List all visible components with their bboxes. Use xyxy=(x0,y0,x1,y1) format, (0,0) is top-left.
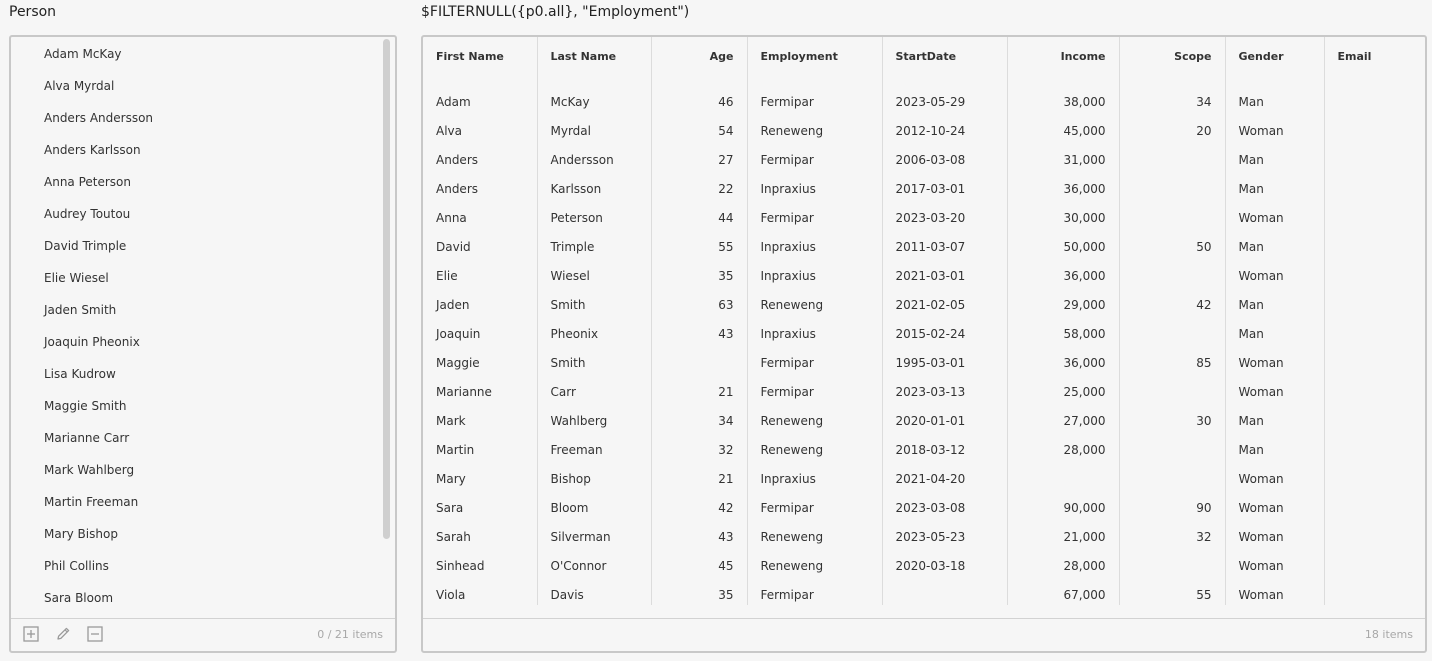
table-cell: 43 xyxy=(651,319,747,348)
table-cell: 63 xyxy=(651,290,747,319)
table-cell: Reneweng xyxy=(747,435,882,464)
table-cell: 2023-03-13 xyxy=(882,377,1007,406)
table-cell: Bloom xyxy=(537,493,651,522)
pencil-icon[interactable] xyxy=(55,626,71,642)
table-cell xyxy=(1324,232,1425,261)
table-cell xyxy=(882,580,1007,605)
table-cell: Woman xyxy=(1225,116,1324,145)
table-cell: 54 xyxy=(651,116,747,145)
table-cell: 58,000 xyxy=(1007,319,1119,348)
table-cell: Andersson xyxy=(537,145,651,174)
table-cell xyxy=(1119,464,1225,493)
table-row[interactable] xyxy=(423,580,1425,605)
list-item[interactable]: Marianne Carr xyxy=(44,431,130,445)
spacer-cell xyxy=(1225,75,1324,87)
table-cell xyxy=(1324,174,1425,203)
table-cell: Carr xyxy=(537,377,651,406)
table-cell: Inpraxius xyxy=(747,232,882,261)
table-cell: Smith xyxy=(537,290,651,319)
spacer-cell xyxy=(1324,75,1425,87)
table-cell: 50,000 xyxy=(1007,232,1119,261)
table-cell: 30 xyxy=(1119,406,1225,435)
table-cell: Martin xyxy=(423,435,537,464)
table-cell: 46 xyxy=(651,87,747,116)
table-cell: Smith xyxy=(537,348,651,377)
table-row[interactable] xyxy=(423,435,1425,464)
table-cell: 2021-04-20 xyxy=(882,464,1007,493)
column-header[interactable]: StartDate xyxy=(882,37,1007,75)
table-cell: Woman xyxy=(1225,261,1324,290)
table-cell: 67,000 xyxy=(1007,580,1119,605)
table-cell: 42 xyxy=(1119,290,1225,319)
table-cell: 31,000 xyxy=(1007,145,1119,174)
table-cell: 2012-10-24 xyxy=(882,116,1007,145)
table-cell xyxy=(1324,580,1425,605)
table-row[interactable] xyxy=(423,290,1425,319)
list-item[interactable]: Lisa Kudrow xyxy=(44,367,116,381)
column-header[interactable]: Email xyxy=(1337,49,1372,63)
table-cell: 21 xyxy=(651,377,747,406)
table-cell: 21,000 xyxy=(1007,522,1119,551)
spacer-cell xyxy=(747,75,882,87)
column-header[interactable]: Last Name xyxy=(537,37,651,75)
table-cell: 2023-03-20 xyxy=(882,203,1007,232)
table-cell: Sara xyxy=(423,493,537,522)
table-row[interactable] xyxy=(423,87,1425,116)
person-panel-title: Person xyxy=(9,4,57,20)
table-cell xyxy=(1324,406,1425,435)
table-cell: Peterson xyxy=(537,203,651,232)
table-cell xyxy=(1324,87,1425,116)
table-row[interactable] xyxy=(423,464,1425,493)
table-cell: 45,000 xyxy=(1007,116,1119,145)
table-cell: 21 xyxy=(651,464,747,493)
table-cell: 2020-01-01 xyxy=(882,406,1007,435)
spacer-cell xyxy=(1007,75,1119,87)
table-cell: Fermipar xyxy=(747,493,882,522)
table-cell: 2015-02-24 xyxy=(882,319,1007,348)
table-cell: Marianne xyxy=(423,377,537,406)
table-cell xyxy=(1324,203,1425,232)
table-cell xyxy=(1324,116,1425,145)
table-cell: 36,000 xyxy=(1007,348,1119,377)
table-cell: 2023-05-23 xyxy=(882,522,1007,551)
table-row[interactable] xyxy=(423,232,1425,261)
table-cell: McKay xyxy=(537,87,651,116)
table-cell: 30,000 xyxy=(1007,203,1119,232)
list-item[interactable]: David Trimple xyxy=(44,239,127,253)
table-row[interactable] xyxy=(423,406,1425,435)
list-item[interactable]: Phil Collins xyxy=(44,559,109,573)
table-cell: Reneweng xyxy=(747,116,882,145)
table-cell: Alva xyxy=(423,116,537,145)
column-header[interactable]: Gender xyxy=(1225,37,1324,75)
spacer-cell xyxy=(651,75,747,87)
table-cell: Fermipar xyxy=(747,377,882,406)
row-count: 18 items xyxy=(1364,628,1413,641)
table-cell: Wiesel xyxy=(537,261,651,290)
table-cell xyxy=(1324,145,1425,174)
result-table-footer xyxy=(423,618,1425,651)
table-cell: O'Connor xyxy=(537,551,651,580)
table-cell: Jaden xyxy=(423,290,537,319)
table-cell: Inpraxius xyxy=(747,319,882,348)
plus-square-icon[interactable] xyxy=(23,626,39,642)
table-cell: Freeman xyxy=(537,435,651,464)
table-cell xyxy=(1119,174,1225,203)
table-cell: Woman xyxy=(1225,348,1324,377)
table-row[interactable] xyxy=(423,493,1425,522)
table-cell: 38,000 xyxy=(1007,87,1119,116)
table-cell: Joaquin xyxy=(423,319,537,348)
table-cell: 36,000 xyxy=(1007,261,1119,290)
result-table-panel xyxy=(421,35,1427,653)
table-cell: 2006-03-08 xyxy=(882,145,1007,174)
table-cell: Adam xyxy=(423,87,537,116)
table-cell: Maggie xyxy=(423,348,537,377)
table-cell: Fermipar xyxy=(747,87,882,116)
list-item[interactable]: Elie Wiesel xyxy=(44,271,109,285)
table-cell: Man xyxy=(1225,232,1324,261)
table-cell: 22 xyxy=(651,174,747,203)
table-cell: Inpraxius xyxy=(747,174,882,203)
table-cell xyxy=(1324,319,1425,348)
table-cell: Elie xyxy=(423,261,537,290)
table-cell xyxy=(1119,319,1225,348)
table-cell: 55 xyxy=(1119,580,1225,605)
table-spacer-row xyxy=(423,75,1425,87)
table-cell: 27 xyxy=(651,145,747,174)
filter-expression-title: $FILTERNULL({p0.all}, "Employment") xyxy=(421,4,690,20)
list-item[interactable]: Audrey Toutou xyxy=(44,207,131,221)
table-cell: Fermipar xyxy=(747,203,882,232)
column-header[interactable]: First Name xyxy=(423,37,537,75)
result-table xyxy=(423,37,1425,605)
table-cell: Davis xyxy=(537,580,651,605)
table-cell: 34 xyxy=(651,406,747,435)
table-cell xyxy=(1119,377,1225,406)
table-cell: Man xyxy=(1225,145,1324,174)
list-item[interactable]: Joaquin Pheonix xyxy=(44,335,140,349)
table-cell: Inpraxius xyxy=(747,261,882,290)
list-item[interactable]: Jaden Smith xyxy=(44,303,117,317)
list-item[interactable]: Adam McKay xyxy=(44,47,122,61)
table-row[interactable] xyxy=(423,551,1425,580)
table-cell xyxy=(651,348,747,377)
table-cell: Bishop xyxy=(537,464,651,493)
table-cell: Inpraxius xyxy=(747,464,882,493)
table-cell: 85 xyxy=(1119,348,1225,377)
table-cell: 2023-05-29 xyxy=(882,87,1007,116)
table-cell: Woman xyxy=(1225,551,1324,580)
table-cell xyxy=(1007,464,1119,493)
table-cell: 27,000 xyxy=(1007,406,1119,435)
column-header[interactable]: Age xyxy=(651,37,747,75)
spacer-cell xyxy=(537,75,651,87)
table-cell: Mary xyxy=(423,464,537,493)
table-cell: Man xyxy=(1225,435,1324,464)
table-cell: 55 xyxy=(651,232,747,261)
table-cell: 2023-03-08 xyxy=(882,493,1007,522)
table-cell: Man xyxy=(1225,290,1324,319)
spacer-cell xyxy=(1119,75,1225,87)
table-cell: Viola xyxy=(423,580,537,605)
person-count: 0 / 21 items xyxy=(317,628,383,641)
list-item[interactable]: Maggie Smith xyxy=(44,399,127,413)
table-cell: 50 xyxy=(1119,232,1225,261)
table-row[interactable] xyxy=(423,203,1425,232)
table-cell: Reneweng xyxy=(747,406,882,435)
table-cell: Silverman xyxy=(537,522,651,551)
table-row[interactable] xyxy=(423,377,1425,406)
table-cell: 28,000 xyxy=(1007,551,1119,580)
table-cell: Fermipar xyxy=(747,145,882,174)
table-cell xyxy=(1119,261,1225,290)
table-cell xyxy=(1324,348,1425,377)
column-header[interactable]: Income xyxy=(1007,37,1119,75)
table-cell: Anders xyxy=(423,145,537,174)
person-list-footer xyxy=(11,618,395,651)
table-cell: Anna xyxy=(423,203,537,232)
table-cell xyxy=(1324,377,1425,406)
person-list[interactable] xyxy=(11,37,381,615)
minus-square-icon[interactable] xyxy=(87,626,103,642)
table-cell xyxy=(1324,493,1425,522)
table-cell: 2018-03-12 xyxy=(882,435,1007,464)
table-cell: 35 xyxy=(651,261,747,290)
table-cell: 43 xyxy=(651,522,747,551)
table-cell: Anders xyxy=(423,174,537,203)
column-header[interactable]: Scope xyxy=(1119,37,1225,75)
table-cell: 20 xyxy=(1119,116,1225,145)
table-cell xyxy=(1324,290,1425,319)
list-item[interactable]: Martin Freeman xyxy=(44,495,139,509)
person-list-panel xyxy=(9,35,397,653)
table-cell: 90,000 xyxy=(1007,493,1119,522)
table-cell xyxy=(1119,145,1225,174)
table-cell: 35 xyxy=(651,580,747,605)
spacer-cell xyxy=(882,75,1007,87)
list-item[interactable]: Anna Peterson xyxy=(44,175,131,189)
table-cell xyxy=(1119,551,1225,580)
table-cell: 32 xyxy=(1119,522,1225,551)
list-item[interactable]: Anders Andersson xyxy=(44,111,154,125)
table-cell xyxy=(1324,551,1425,580)
table-cell: 29,000 xyxy=(1007,290,1119,319)
list-item[interactable]: Mark Wahlberg xyxy=(44,463,135,477)
list-item[interactable]: Alva Myrdal xyxy=(44,79,115,93)
table-cell: 42 xyxy=(651,493,747,522)
table-cell: 1995-03-01 xyxy=(882,348,1007,377)
table-cell: 2017-03-01 xyxy=(882,174,1007,203)
table-header-row xyxy=(423,37,1425,75)
list-item[interactable]: Sara Bloom xyxy=(44,591,114,605)
table-cell: Man xyxy=(1225,319,1324,348)
table-cell: 45 xyxy=(651,551,747,580)
table-cell xyxy=(1119,203,1225,232)
table-row[interactable] xyxy=(423,116,1425,145)
table-cell: 2020-03-18 xyxy=(882,551,1007,580)
list-scrollbar[interactable] xyxy=(383,39,390,539)
table-cell: 2011-03-07 xyxy=(882,232,1007,261)
list-item[interactable]: Anders Karlsson xyxy=(44,143,141,157)
table-cell: 25,000 xyxy=(1007,377,1119,406)
table-cell: Reneweng xyxy=(747,551,882,580)
table-cell xyxy=(1324,522,1425,551)
table-cell: Man xyxy=(1225,87,1324,116)
table-cell: Sarah xyxy=(423,522,537,551)
table-cell: 36,000 xyxy=(1007,174,1119,203)
table-cell: 34 xyxy=(1119,87,1225,116)
table-cell: 32 xyxy=(651,435,747,464)
table-cell: Woman xyxy=(1225,522,1324,551)
table-cell: 2021-03-01 xyxy=(882,261,1007,290)
table-cell: Woman xyxy=(1225,377,1324,406)
table-cell: David xyxy=(423,232,537,261)
table-cell: 44 xyxy=(651,203,747,232)
table-cell: Reneweng xyxy=(747,522,882,551)
table-cell: Man xyxy=(1225,406,1324,435)
table-cell: 28,000 xyxy=(1007,435,1119,464)
table-cell: Woman xyxy=(1225,493,1324,522)
table-cell: Sinhead xyxy=(423,551,537,580)
table-cell: Fermipar xyxy=(747,580,882,605)
table-cell xyxy=(1324,435,1425,464)
table-cell: 90 xyxy=(1119,493,1225,522)
table-row[interactable] xyxy=(423,261,1425,290)
table-cell: Woman xyxy=(1225,203,1324,232)
table-cell xyxy=(1324,464,1425,493)
table-row[interactable] xyxy=(423,522,1425,551)
column-header[interactable]: Employment xyxy=(747,37,882,75)
table-cell: Man xyxy=(1225,174,1324,203)
table-cell: Trimple xyxy=(537,232,651,261)
table-row[interactable] xyxy=(423,319,1425,348)
table-cell: Wahlberg xyxy=(537,406,651,435)
list-item[interactable]: Mary Bishop xyxy=(44,527,118,541)
spacer-cell xyxy=(423,75,537,87)
table-cell: Fermipar xyxy=(747,348,882,377)
table-cell: 2021-02-05 xyxy=(882,290,1007,319)
table-cell: Mark xyxy=(423,406,537,435)
table-cell: Karlsson xyxy=(537,174,651,203)
table-cell xyxy=(1119,435,1225,464)
table-cell: Reneweng xyxy=(747,290,882,319)
table-row[interactable] xyxy=(423,174,1425,203)
table-cell: Woman xyxy=(1225,464,1324,493)
table-row[interactable] xyxy=(423,145,1425,174)
table-row[interactable] xyxy=(423,348,1425,377)
table-cell: Myrdal xyxy=(537,116,651,145)
table-cell xyxy=(1324,261,1425,290)
table-cell: Woman xyxy=(1225,580,1324,605)
table-cell: Pheonix xyxy=(537,319,651,348)
